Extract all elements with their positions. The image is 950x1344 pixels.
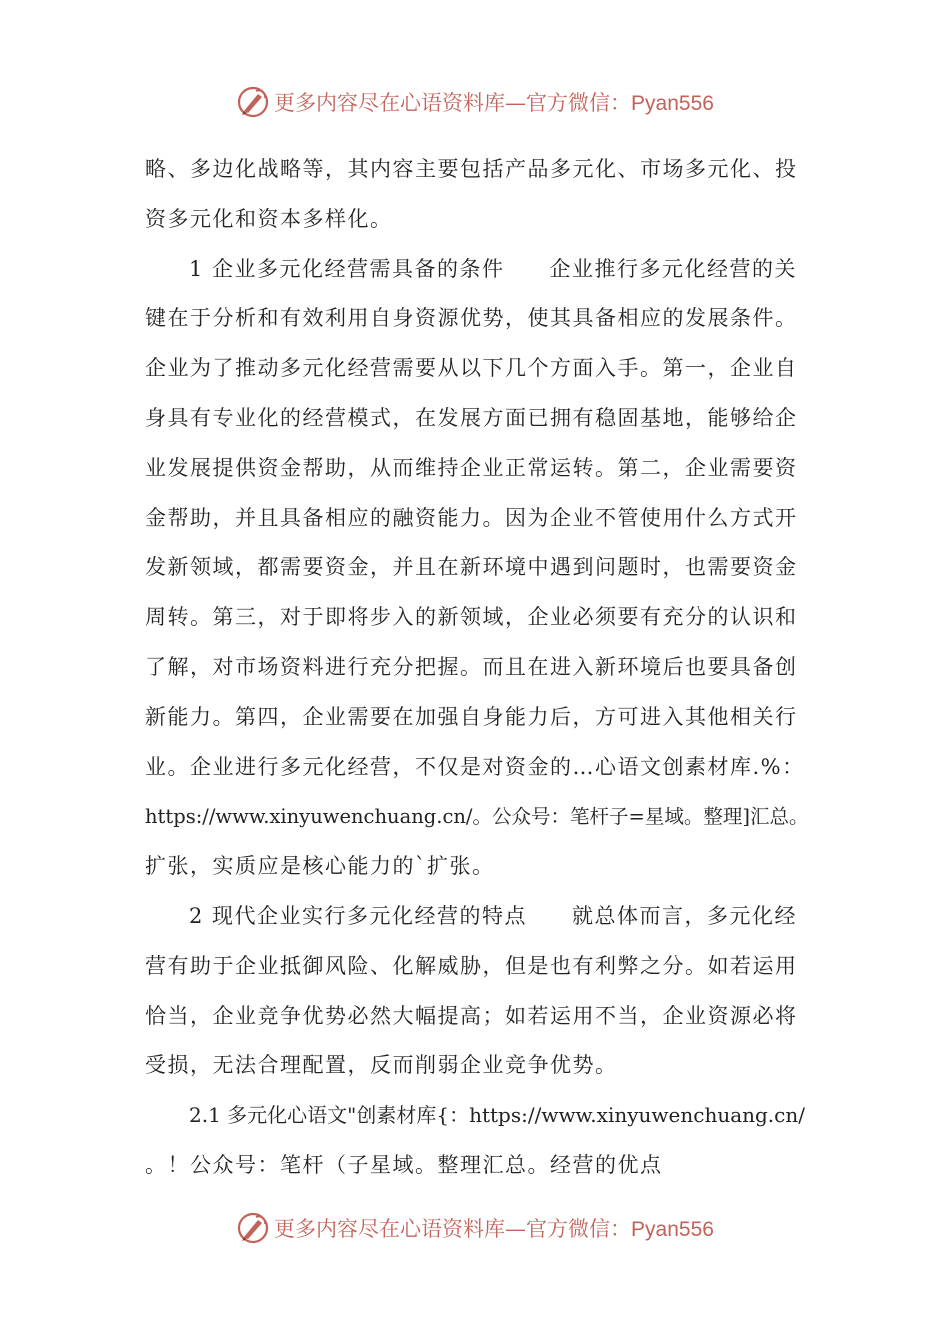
pen-logo-icon — [236, 1211, 270, 1245]
watermark-label: 更多内容尽在心语资料库—官方微信： — [274, 91, 632, 115]
paragraph-line: 扩张，实质应是核心能力的`扩张。 — [145, 854, 495, 879]
paragraph-line: 受损，无法合理配置，反而削弱企业竞争优势。 — [145, 1053, 618, 1078]
footer-watermark-banner — [0, 1208, 950, 1248]
watermark-wechat-id: Pyan556 — [631, 1218, 714, 1241]
paragraph-line: 金帮助，并且具备相应的融资能力。因为企业不管使用什么方式开 — [145, 505, 798, 530]
watermark-wechat-id: Pyan556 — [631, 92, 714, 115]
paragraph-line: 键在于分析和有效利用自身资源优势，使其具备相应的发展条件。 — [145, 306, 798, 331]
paragraph-line: 周转。第三，对于即将步入的新领域，企业必须要有充分的认识和 — [145, 605, 798, 630]
paragraph-line: 2 现代企业实行多元化经营的特点 就总体而言，多元化经 — [189, 903, 798, 928]
header-watermark-banner — [0, 82, 950, 122]
watermark-text — [274, 87, 714, 117]
paragraph-line: 身具有专业化的经营模式，在发展方面已拥有稳固基地，能够给企 — [145, 405, 798, 430]
document-body — [145, 145, 810, 1191]
paragraph-line: https://www.xinyuwenchuang.cn/。公众号：笔杆子=星域。整理]汇总。 — [145, 805, 809, 829]
paragraph-line: 营有助于企业抵御风险、化解威胁，但是也有利弊之分。如若运用 — [145, 953, 798, 978]
paragraph-line: 新能力。第四，企业需要在加强自身能力后，方可进入其他相关行 — [145, 704, 798, 729]
pen-logo-icon — [236, 85, 270, 119]
paragraph-line: 了解，对市场资料进行充分把握。而且在进入新环境后也要具备创 — [145, 654, 798, 679]
paragraph-line: 2.1 多元化心语文"创素材库{：https://www.xinyuwenchuang.cn/ — [189, 1103, 805, 1128]
paragraph-line: 。！公众号：笔杆（子星域。整理汇总。经营的优点 — [145, 1152, 663, 1177]
paragraph-line: 略、多边化战略等，其内容主要包括产品多元化、市场多元化、投 — [145, 157, 798, 181]
paragraph-line: 1 企业多元化经营需具备的条件 企业推行多元化经营的关 — [189, 256, 798, 281]
paragraph-line: 恰当，企业竞争优势必然大幅提高；如若运用不当，企业资源必将 — [145, 1003, 798, 1028]
paragraph-line: 业。企业进行多元化经营，不仅是对资金的…心语文创素材库.%： — [145, 754, 805, 779]
paragraph-line: 资多元化和资本多样化。 — [145, 206, 393, 231]
paragraph-line: 业发展提供资金帮助，从而维持企业正常运转。第二，企业需要资 — [145, 455, 798, 480]
watermark-label: 更多内容尽在心语资料库—官方微信： — [274, 1217, 632, 1241]
watermark-text — [274, 1213, 714, 1243]
paragraph-line: 发新领域，都需要资金，并且在新环境中遇到问题时，也需要资金 — [145, 555, 798, 580]
paragraph-line: 企业为了推动多元化经营需要从以下几个方面入手。第一，企业自 — [145, 356, 798, 381]
